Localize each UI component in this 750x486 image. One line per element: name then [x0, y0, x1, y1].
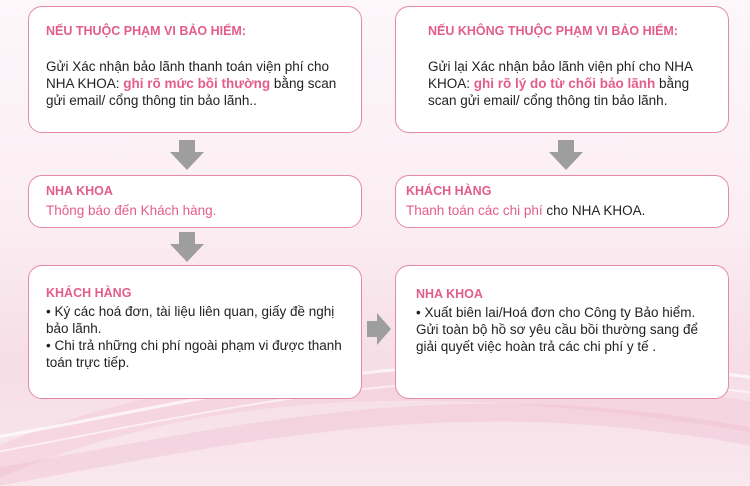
insured-case-text-before: Gửi Xác nhận bảo lãnh thanh toán viện phí cho NHA KHOA:: [46, 59, 329, 91]
not-insured-case-highlight: ghi rõ lý do từ chối bảo lãnh: [473, 76, 656, 91]
down-arrow-icon: [170, 140, 204, 170]
insured-case-title: NẾU THUỘC PHẠM VI BẢO HIỂM:: [46, 24, 246, 38]
down-arrow-icon: [549, 140, 583, 170]
customer-pay-box: [395, 175, 729, 228]
not-insured-case-box: [395, 6, 729, 133]
insured-case-text-after: bằng scan gửi email/ cổng thông tin bảo lãnh..: [46, 76, 337, 108]
insured-case-text: [46, 58, 352, 109]
customer-pay-text: [406, 202, 722, 219]
dental-invoice-text: • Xuất biên lai/Hoá đơn cho Công ty Bảo hiểm. Gửi toàn bộ hồ sơ yêu cầu bồi thường sang để giải quyết việc hoàn trả các chi phí y tế .: [416, 305, 698, 354]
down-arrow-icon: [170, 232, 204, 262]
not-insured-case-text: [428, 58, 720, 109]
list-item: • Ký các hoá đơn, tài liệu liên quan, giấy đề nghị bảo lãnh.: [46, 304, 335, 336]
not-insured-case-text-after: bằng scan gửi email/ cổng thông tin bảo lãnh.: [428, 76, 690, 108]
dental-invoice-box: [395, 265, 729, 399]
not-insured-case-title: NẾU KHÔNG THUỘC PHẠM VI BẢO HIỂM:: [428, 24, 678, 38]
dental-notify-text: Thông báo đến Khách hàng.: [46, 203, 217, 218]
dental-notify-title: NHA KHOA: [46, 184, 113, 198]
not-insured-case-text-before: Gửi lại Xác nhận bảo lãnh viện phí cho NHA KHOA:: [428, 59, 693, 91]
customer-sign-box: [28, 265, 362, 399]
dental-invoice-title: NHA KHOA: [416, 287, 483, 301]
customer-pay-text-pink: Thanh toán các chi phí: [406, 203, 543, 218]
list-item: • Chi trả những chi phí ngoài phạm vi được thanh toán trực tiếp.: [46, 338, 342, 370]
dental-notify-box: [28, 175, 362, 228]
customer-pay-title: KHÁCH HÀNG: [406, 184, 492, 198]
insured-case-box: [28, 6, 362, 133]
right-arrow-icon: [367, 313, 391, 345]
customer-pay-text-after: cho NHA KHOA.: [542, 203, 646, 218]
insured-case-highlight: ghi rõ mức bồi thường: [123, 76, 271, 91]
customer-sign-title: KHÁCH HÀNG: [46, 286, 132, 300]
customer-sign-list: [46, 303, 356, 371]
